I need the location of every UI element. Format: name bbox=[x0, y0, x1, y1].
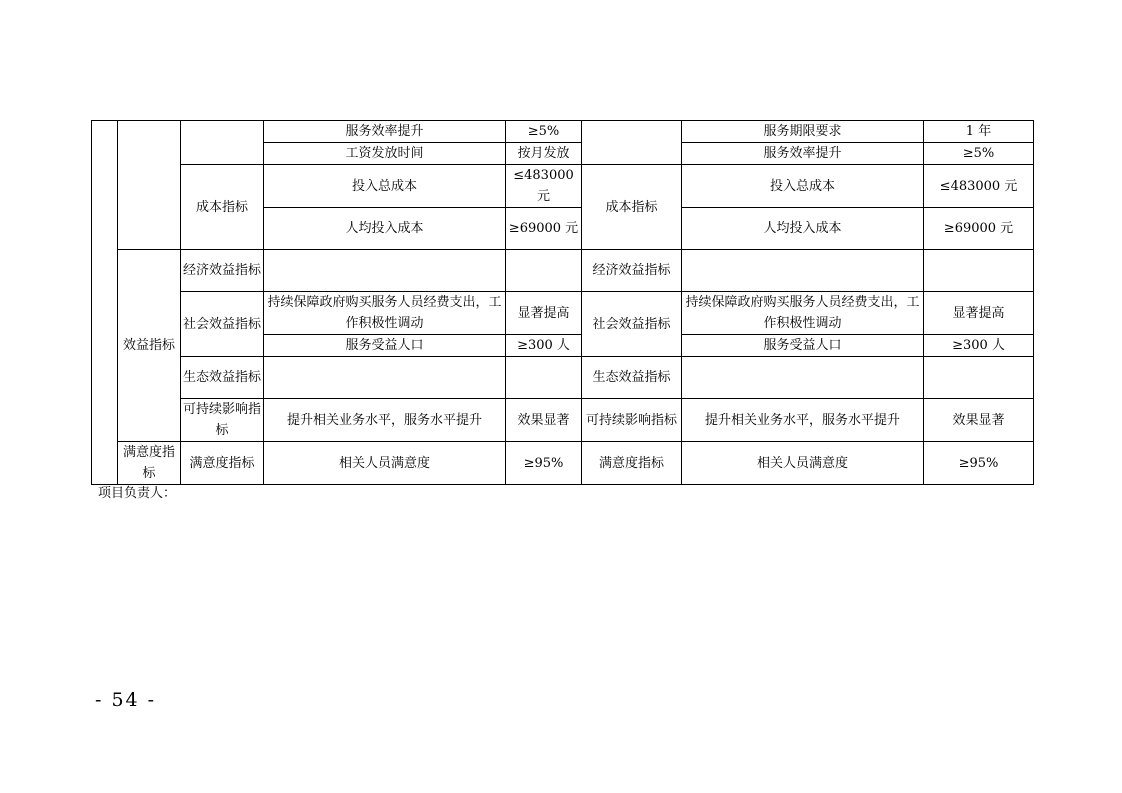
right-indicator-content: 持续保障政府购买服务人员经费支出，工作积极性调动 bbox=[682, 292, 924, 335]
indicator-content bbox=[264, 250, 506, 292]
benefit-indicator-label: 效益指标 bbox=[118, 250, 181, 442]
cost-indicator-label: 成本指标 bbox=[181, 165, 264, 250]
right-indicator-content: 提升相关业务水平，服务水平提升 bbox=[682, 399, 924, 442]
indicator-value: ≥69000 元 bbox=[506, 208, 582, 250]
indicator-content: 工资发放时间 bbox=[264, 143, 506, 165]
right-indicator-value: ≤483000 元 bbox=[924, 165, 1034, 208]
indicator-content: 持续保障政府购买服务人员经费支出，工作积极性调动 bbox=[264, 292, 506, 335]
right-indicator-content bbox=[682, 250, 924, 292]
right-indicator-content: 人均投入成本 bbox=[682, 208, 924, 250]
timeliness-cell bbox=[181, 121, 264, 165]
ecological-benefit-label: 生态效益指标 bbox=[181, 357, 264, 399]
right-indicator-value bbox=[924, 357, 1034, 399]
right-sustainable-impact-label: 可持续影响指标 bbox=[582, 399, 682, 442]
right-indicator-content: 服务受益人口 bbox=[682, 335, 924, 357]
indicator-value bbox=[506, 357, 582, 399]
right-indicator-content: 相关人员满意度 bbox=[682, 442, 924, 485]
indicator-value: 效果显著 bbox=[506, 399, 582, 442]
indicator-value: ≥300 人 bbox=[506, 335, 582, 357]
right-indicator-value: ≥69000 元 bbox=[924, 208, 1034, 250]
right-indicator-value: 显著提高 bbox=[924, 292, 1034, 335]
right-ecological-benefit-label: 生态效益指标 bbox=[582, 357, 682, 399]
project-leader-label: 项目负责人： bbox=[98, 486, 177, 501]
performance-indicator-table bbox=[91, 120, 1034, 485]
right-cost-indicator-label: 成本指标 bbox=[582, 165, 682, 250]
right-indicator-content: 服务效率提升 bbox=[682, 143, 924, 165]
right-timeliness-cell bbox=[582, 121, 682, 165]
indicator-content bbox=[264, 357, 506, 399]
satisfaction-indicator-label: 满意度指标 bbox=[181, 442, 264, 485]
right-indicator-value bbox=[924, 250, 1034, 292]
right-indicator-content: 投入总成本 bbox=[682, 165, 924, 208]
sustainable-impact-label: 可持续影响指标 bbox=[181, 399, 264, 442]
indicator-content: 服务受益人口 bbox=[264, 335, 506, 357]
indicator-value: ≥5% bbox=[506, 121, 582, 143]
right-satisfaction-indicator-label: 满意度指标 bbox=[582, 442, 682, 485]
indicator-value: 显著提高 bbox=[506, 292, 582, 335]
outer-merged-cell bbox=[92, 121, 118, 485]
right-indicator-value: 效果显著 bbox=[924, 399, 1034, 442]
right-indicator-value: ≥5% bbox=[924, 143, 1034, 165]
right-indicator-content bbox=[682, 357, 924, 399]
right-indicator-value: ≥95% bbox=[924, 442, 1034, 485]
social-benefit-label: 社会效益指标 bbox=[181, 292, 264, 357]
right-indicator-value: ≥300 人 bbox=[924, 335, 1034, 357]
indicator-content: 服务效率提升 bbox=[264, 121, 506, 143]
indicator-value: ≤483000 元 bbox=[506, 165, 582, 208]
indicator-value: 按月发放 bbox=[506, 143, 582, 165]
indicator-value: ≥95% bbox=[506, 442, 582, 485]
indicator-content: 投入总成本 bbox=[264, 165, 506, 208]
right-social-benefit-label: 社会效益指标 bbox=[582, 292, 682, 357]
output-category-cell bbox=[118, 121, 181, 250]
right-indicator-content: 服务期限要求 bbox=[682, 121, 924, 143]
indicator-content: 人均投入成本 bbox=[264, 208, 506, 250]
indicator-content: 提升相关业务水平，服务水平提升 bbox=[264, 399, 506, 442]
indicator-content: 相关人员满意度 bbox=[264, 442, 506, 485]
indicator-value bbox=[506, 250, 582, 292]
right-indicator-value: 1 年 bbox=[924, 121, 1034, 143]
satisfaction-category-label: 满意度指标 bbox=[118, 442, 181, 485]
economic-benefit-label: 经济效益指标 bbox=[181, 250, 264, 292]
right-economic-benefit-label: 经济效益指标 bbox=[582, 250, 682, 292]
page-number: - 54 - bbox=[95, 689, 157, 711]
